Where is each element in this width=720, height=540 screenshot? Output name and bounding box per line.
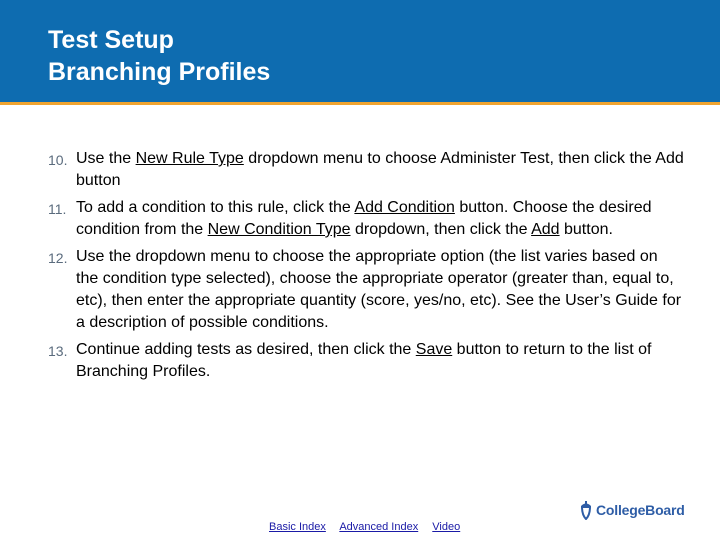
- ui-term-new-rule-type: New Rule Type: [135, 150, 244, 167]
- ui-term-save: Save: [415, 341, 453, 358]
- title-accent-rule: [0, 102, 720, 105]
- step-item: [48, 339, 684, 383]
- slide-title: [48, 24, 270, 88]
- ui-term-add-condition: Add Condition: [354, 199, 455, 216]
- logo-wordmark: CollegeBoard: [596, 502, 685, 518]
- step-list: [48, 148, 684, 388]
- step-text: button. Choose the desired condition from the: [76, 199, 652, 238]
- step-text: Use the dropdown menu to choose the appropriate option (the list varies based on the condition type selected), choose the appropriate operator (greater than, equal to, etc), then enter the appropriate quantity (score, yes/no, etc). See the User’s Guide for a description of possible conditions.: [76, 248, 682, 331]
- step-number: 10.: [48, 152, 68, 168]
- step-text: Use the: [76, 150, 136, 167]
- advanced-index-link[interactable]: Advanced Index: [339, 521, 419, 533]
- step-number: 11.: [48, 201, 67, 217]
- step-item: [48, 246, 684, 334]
- ui-term-new-condition-type: New Condition Type: [207, 221, 351, 238]
- step-number: 12.: [48, 250, 68, 266]
- step-text: Continue adding tests as desired, then click the: [76, 341, 416, 358]
- title-bar: [0, 0, 720, 102]
- step-number: 13.: [48, 343, 68, 359]
- basic-index-link[interactable]: Basic Index: [269, 521, 326, 533]
- footer-nav: [269, 520, 471, 534]
- ui-term-add: Add: [531, 221, 560, 238]
- step-text: button to return to the list of Branching Profiles.: [76, 341, 652, 380]
- step-text: dropdown, then click the: [350, 221, 532, 238]
- step-item: [48, 197, 684, 241]
- step-item: [48, 148, 684, 192]
- collegeboard-logo: [578, 498, 685, 522]
- step-text: To add a condition to this rule, click the: [76, 199, 355, 216]
- title-line-1: Test Setup: [48, 26, 174, 54]
- step-text: button.: [559, 221, 613, 238]
- title-line-2: Branching Profiles: [48, 58, 271, 86]
- video-link[interactable]: Video: [432, 521, 461, 533]
- step-text: dropdown menu to choose Administer Test, then click the Add button: [76, 150, 684, 189]
- acorn-icon: [578, 500, 594, 520]
